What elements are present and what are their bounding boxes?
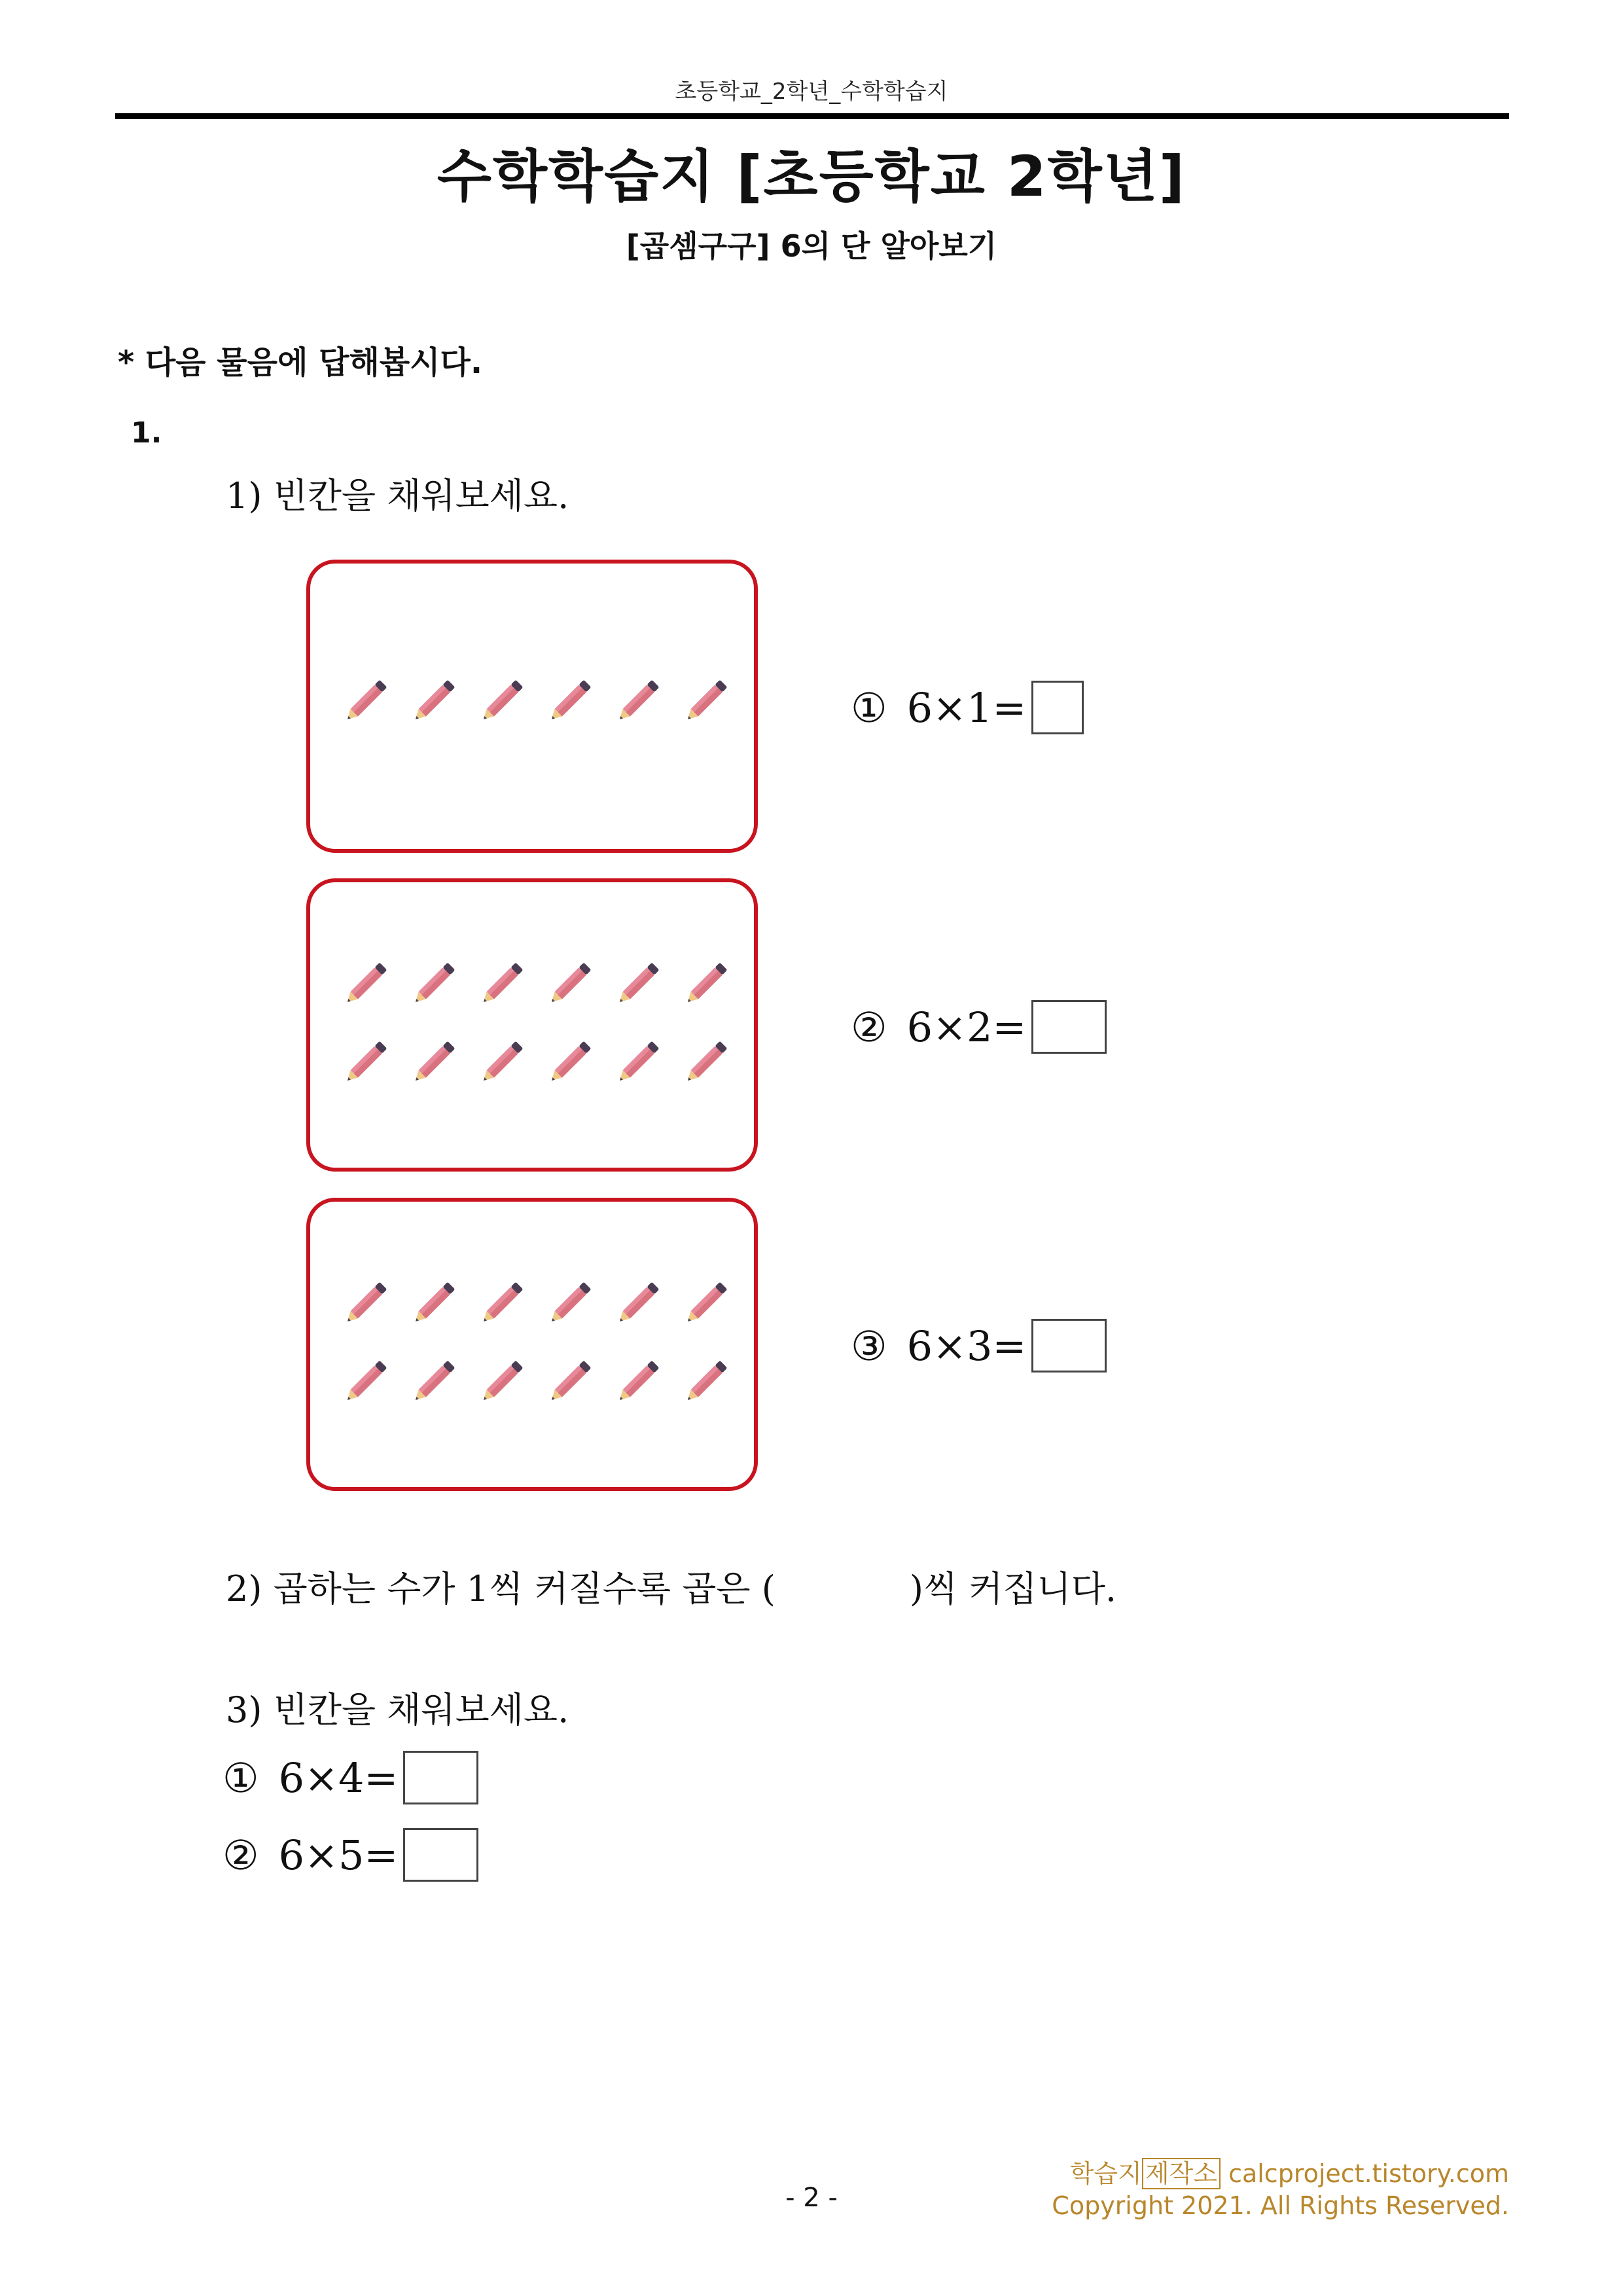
header-rule: [115, 113, 1509, 119]
pencil-icon: [473, 1274, 531, 1333]
pencil-icon: [609, 1352, 668, 1411]
brand-site[interactable]: calcproject.tistory.com: [1228, 2159, 1509, 2188]
pencil-icon: [336, 1274, 395, 1333]
brand-prefix: 학습지: [1069, 2159, 1142, 2188]
pencil-icon: [541, 672, 599, 730]
answer-box[interactable]: [1031, 681, 1084, 734]
pencil-icon: [473, 1033, 531, 1092]
pencil-icon: [336, 1033, 395, 1092]
equation-3: [851, 1319, 1107, 1372]
pencil-icon: [609, 672, 668, 730]
equation-5: [223, 1828, 478, 1882]
pencil-icon: [677, 1274, 736, 1333]
equation-1: [851, 681, 1084, 734]
pencil-row: [336, 672, 736, 737]
part2-sentence: [226, 1561, 1116, 1611]
part2-text-before: 2) 곱하는 수가 1씩 커질수록 곱은 (: [226, 1568, 776, 1609]
pencil-icon: [404, 672, 463, 730]
answer-box[interactable]: [1031, 1319, 1107, 1372]
pencil-frame-1: [306, 560, 758, 853]
equation-2: [851, 1000, 1107, 1054]
pencil-icon: [404, 954, 463, 1013]
brand-boxed: 제작소: [1142, 2158, 1221, 2189]
expression: 6×1=: [906, 683, 1027, 732]
pencil-icon: [336, 672, 395, 730]
copyright: Copyright 2021. All Rights Reserved.: [1052, 2191, 1509, 2220]
equation-4: [223, 1751, 478, 1804]
pencil-icon: [473, 672, 531, 730]
pencil-frame-2: [306, 878, 758, 1172]
item-symbol: ②: [851, 1003, 887, 1051]
pencil-icon: [677, 954, 736, 1013]
pencil-icon: [404, 1033, 463, 1092]
answer-box[interactable]: [1031, 1000, 1107, 1054]
pencil-icon: [541, 1274, 599, 1333]
page-subtitle: [곱셈구구] 6의 단 알아보기: [626, 228, 997, 264]
expression: 6×3=: [906, 1321, 1027, 1370]
pencil-icon: [473, 1352, 531, 1411]
pencil-icon: [336, 1352, 395, 1411]
question-number: 1.: [131, 416, 162, 450]
pencil-frame-3: [306, 1198, 758, 1491]
part1-label: 1) 빈칸을 채워보세요.: [226, 475, 569, 516]
pencil-icon: [609, 1033, 668, 1092]
page-number: - 2 -: [785, 2183, 838, 2213]
answer-box[interactable]: [403, 1751, 478, 1804]
pencil-icon: [677, 1352, 736, 1411]
running-header: 초등학교_2학년_수학학습지: [675, 79, 948, 105]
pencil-icon: [541, 1352, 599, 1411]
item-symbol: ①: [223, 1753, 259, 1802]
pencil-icon: [541, 954, 599, 1013]
pencil-icon: [677, 1033, 736, 1092]
pencil-icon: [609, 1274, 668, 1333]
pencil-icon: [473, 954, 531, 1013]
answer-box[interactable]: [403, 1828, 478, 1882]
pencil-icon: [541, 1033, 599, 1092]
expression: 6×2=: [906, 1003, 1027, 1051]
item-symbol: ②: [223, 1831, 259, 1879]
page-title: 수학학습지 [초등학교 2학년]: [437, 144, 1186, 209]
pencil-icon: [677, 672, 736, 730]
expression: 6×5=: [278, 1831, 399, 1879]
instruction: * 다음 물음에 답해봅시다.: [118, 344, 483, 381]
item-symbol: ①: [851, 683, 887, 732]
pencil-icon: [404, 1274, 463, 1333]
pencil-row: [336, 1352, 736, 1418]
item-symbol: ③: [851, 1321, 887, 1370]
expression: 6×4=: [278, 1753, 399, 1802]
pencil-row: [336, 1274, 736, 1339]
part3-label: 3) 빈칸을 채워보세요.: [226, 1689, 569, 1731]
pencil-icon: [609, 954, 668, 1013]
pencil-row: [336, 954, 736, 1020]
part2-text-after: )씩 커집니다.: [909, 1568, 1117, 1609]
pencil-icon: [336, 954, 395, 1013]
pencil-icon: [404, 1352, 463, 1411]
pencil-row: [336, 1033, 736, 1098]
